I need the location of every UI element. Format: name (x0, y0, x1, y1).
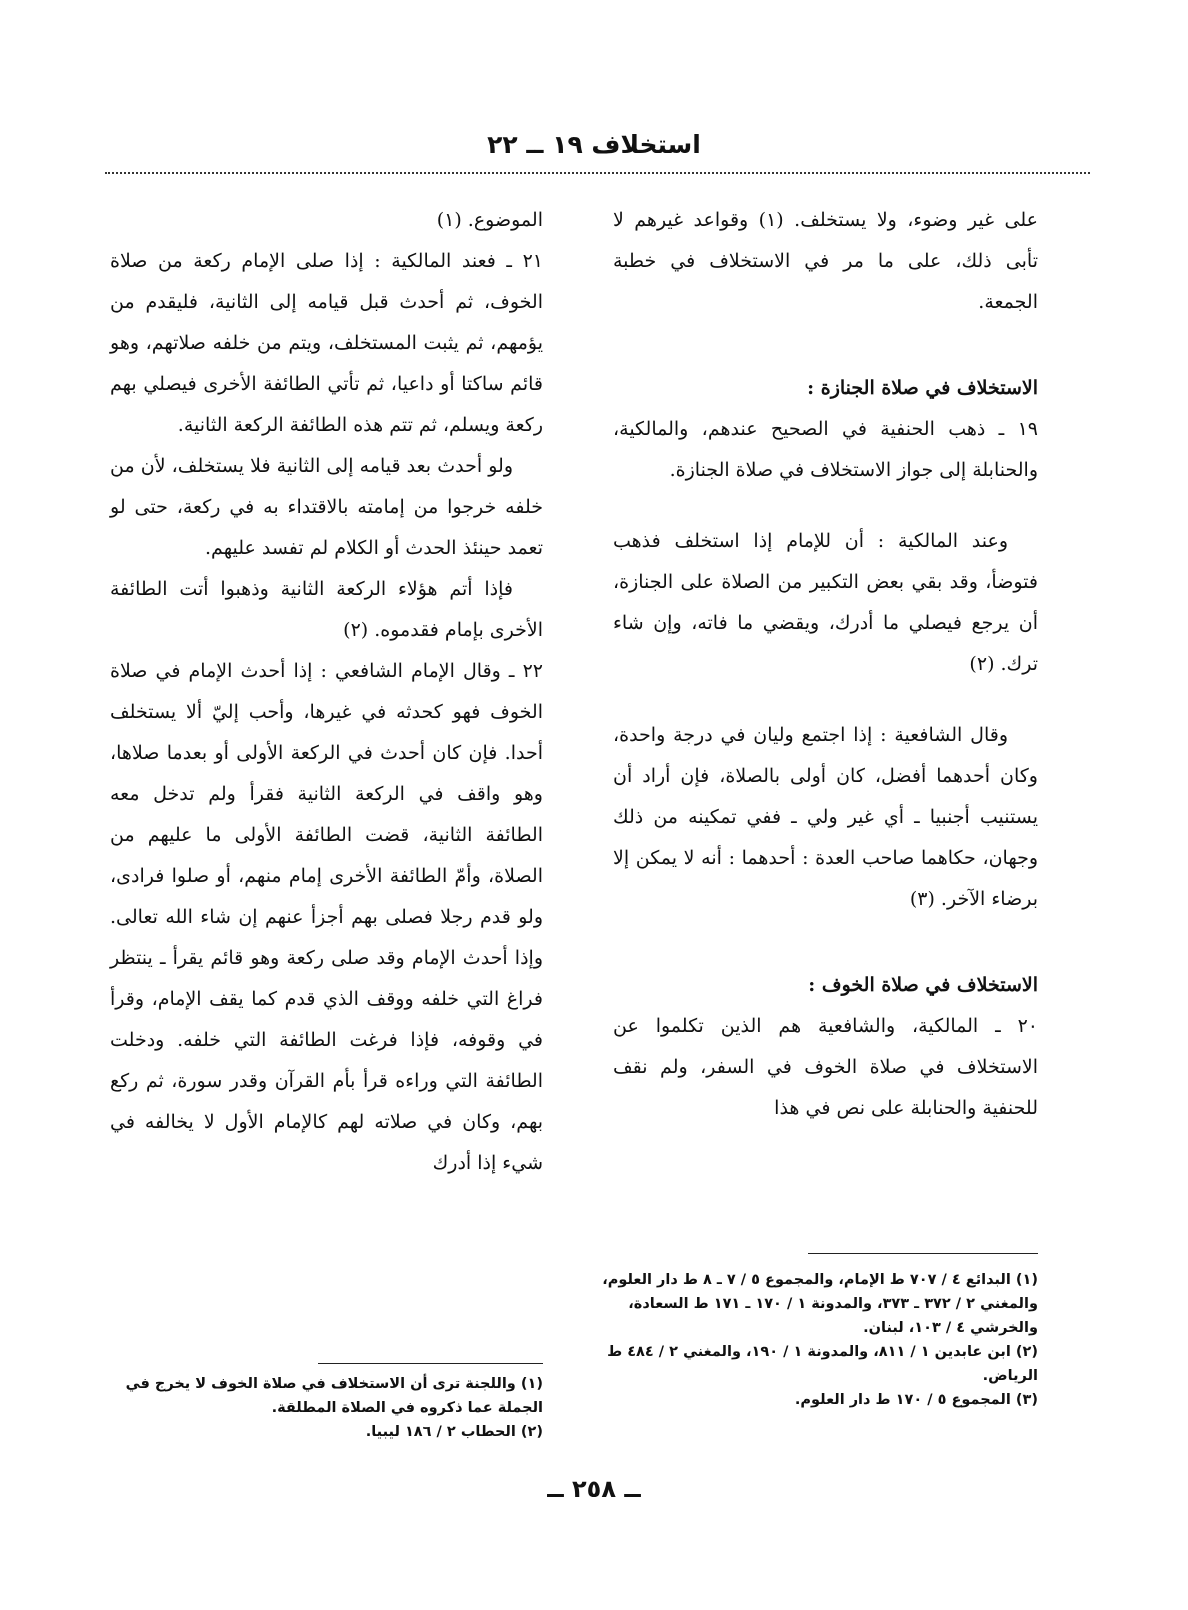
paragraph-22: ٢٢ ـ وقال الإمام الشافعي : إذا أحدث الإمام في صلاة الخوف فهو كحدثه في غيرها، وأحب إليّ ألا يستخلف أحدا. فإن كان أحدث في الركعة الأولى أو بعدما صلاها، وهو واقف في الركعة الثانية فقرأ ولم تدخل معه الطائفة الثانية، قضت الطائفة الأولى ما عليهم من الصلاة، وأمّ الطائفة الأخرى إمام منهم، أو صلوا فرادى، ولو قدم رجلا فصلى بهم أجزأ عنهم إن شاء الله تعالى. وإذا أحدث الإمام وقد صلى ركعة وهو قائم يقرأ ـ ينتظر فراغ التي خلفه ووقف الذي قدم كما يقف الإمام، وقرأ في وقوفه، فإذا فرغت الطائفة التي خلفه. ودخلت الطائفة التي وراءه قرأ بأم القرآن وقدر سورة، ثم ركع بهم، وكان في صلاته لهم كالإمام الأول لا يخالفه في شيء إذا أدرك (110, 660, 543, 1174)
right-column (613, 200, 1038, 1129)
paragraph-19: ١٩ ـ ذهب الحنفية في الصحيح عندهم، والمالكية، والحنابلة إلى جواز الاستخلاف في صلاة الجنازة. (613, 418, 1038, 481)
paragraph: وقال الشافعية : إذا اجتمع وليان في درجة واحدة، وكان أحدهما أفضل، كان أولى بالصلاة، فإن أراد أن يستنيب أجنبيا ـ أي غير ولي ـ ففي تمكينه من ذلك وجهان، حكاهما صاحب العدة : أحدهما : أنه لا يمكن إلا برضاء الآخر. (٣) (613, 724, 1038, 910)
footnote: (١) البدائع ٤ / ٧٠٧ ط الإمام، والمجموع ٥ / ٧ ـ ٨ ط دار العلوم، والمغني ٢ / ٣٧٢ ـ ٣٧٣، والمدونة ١ / ١٧٠ ـ ١٧١ ط السعادة، والخرشي ٤ / ١٠٣، لبنان. (602, 1272, 1038, 1336)
page-number: ــ ٢٥٨ ــ (547, 1475, 641, 1503)
paragraph: فإذا أتم هؤلاء الركعة الثانية وذهبوا أتت الطائفة الأخرى بإمام فقدموه. (٢) (110, 578, 543, 641)
left-column (110, 200, 543, 1184)
paragraph-20: ٢٠ ـ المالكية، والشافعية هم الذين تكلموا عن الاستخلاف في صلاة الخوف في السفر، ولم نقف للحنفية والحنابلة على نص في هذا (613, 1015, 1038, 1119)
paragraph-21: ٢١ ـ فعند المالكية : إذا صلى الإمام ركعة من صلاة الخوف، ثم أحدث قبل قيامه إلى الثانية، فليقدم من يؤمهم، ثم يثبت المستخلف، ويتم من خلفه صلاتهم، وهو قائم ساكتا أو داعيا، ثم تأتي الطائفة الأخرى فيصلي بهم ركعة ويسلم، ثم تتم هذه الطائفة الركعة الثانية. (110, 250, 543, 436)
footnotes-left (103, 1372, 543, 1444)
paragraph: وعند المالكية : أن للإمام إذا استخلف فذهب فتوضأ، وقد بقي بعض التكبير من الصلاة على الجنازة، أن يرجع فيصلي ما أدرك، ويقضي ما فاته، وإن شاء ترك. (٢) (613, 530, 1038, 675)
footnote-divider-left (318, 1363, 543, 1364)
paragraph: الموضوع. (١) (436, 209, 543, 231)
page-header: استخلاف ١٩ ــ ٢٢ (487, 130, 701, 159)
section-heading-fear-prayer: الاستخلاف في صلاة الخوف : (808, 974, 1038, 996)
paragraph: على غير وضوء، ولا يستخلف. (١) وقواعد غيرهم لا تأبى ذلك، على ما مر في الاستخلاف في خطبة الجمعة. (613, 209, 1038, 313)
footnote: (٢) ابن عابدين ١ / ٨١١، والمدونة ١ / ١٩٠، والمغني ٢ / ٤٨٤ ط الرياض. (607, 1344, 1038, 1384)
section-heading-funeral-prayer: الاستخلاف في صلاة الجنازة : (807, 377, 1038, 399)
footnote-divider-right (808, 1253, 1038, 1254)
footnote: (٣) المجموع ٥ / ١٧٠ ط دار العلوم. (794, 1392, 1038, 1408)
footnotes-right (598, 1268, 1038, 1412)
footnote: (٢) الحطاب ٢ / ١٨٦ ليبيا. (365, 1424, 543, 1440)
paragraph: ولو أحدث بعد قيامه إلى الثانية فلا يستخلف، لأن من خلفه خرجوا من إمامته بالاقتداء به في ركعة، حتى لو تعمد حينئذ الحدث أو الكلام لم تفسد عليهم. (110, 455, 543, 559)
footnote: (١) واللجنة ترى أن الاستخلاف في صلاة الخوف لا يخرج في الجملة عما ذكروه في الصلاة المطلقة. (125, 1376, 543, 1416)
header-divider (105, 172, 1090, 174)
